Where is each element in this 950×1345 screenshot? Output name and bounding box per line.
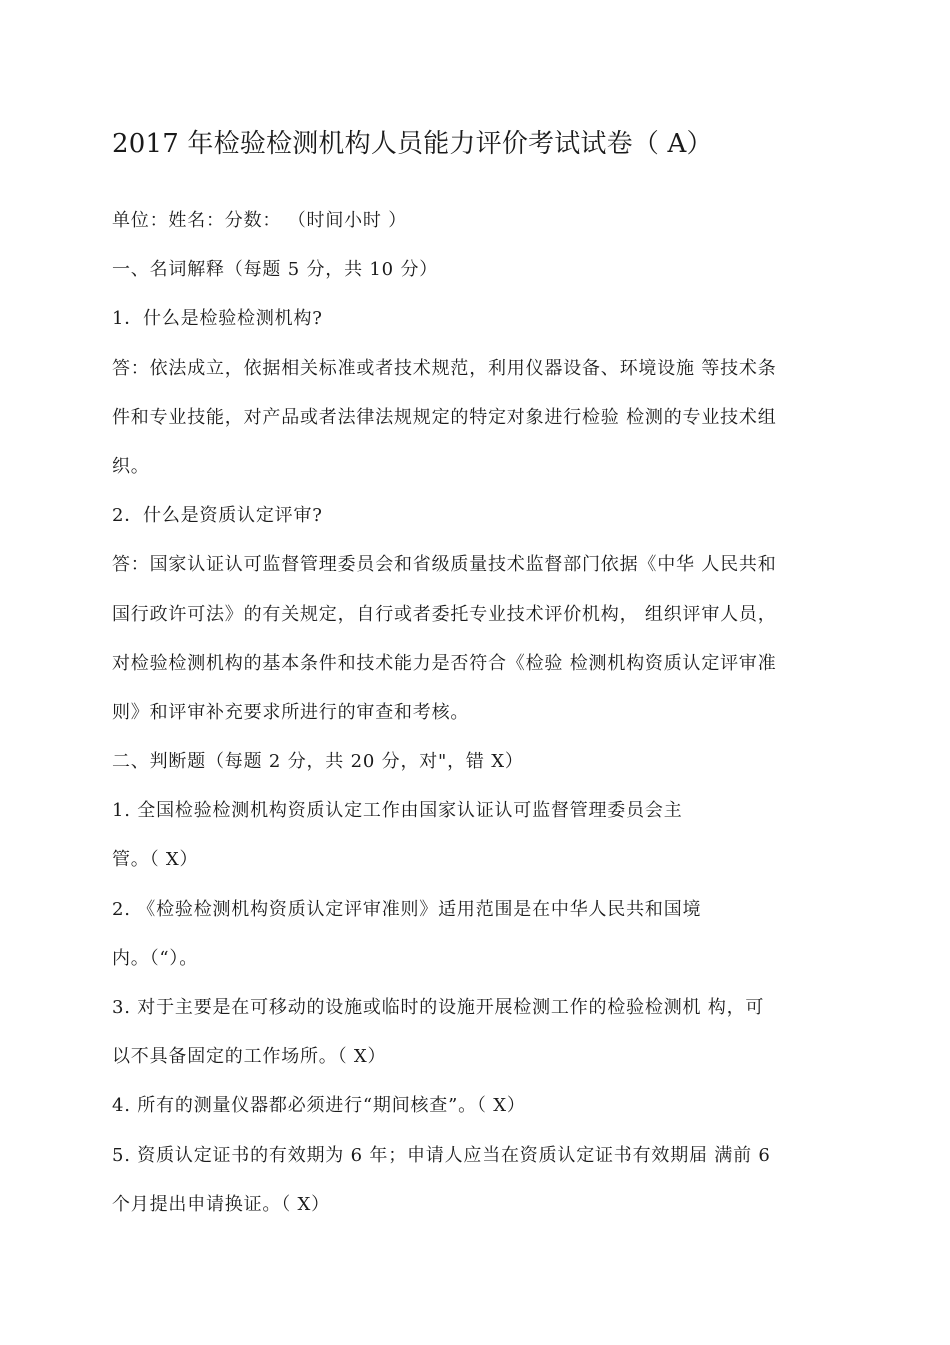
tf-item-1-line-1: 1. 全国检验检测机构资质认定工作由国家认证认可监督管理委员会主 [112,800,683,822]
question-1: 1．什么是检验检测机构? [112,308,323,330]
header-info-line: 单位：姓名：分数： （时间小时 ） [112,210,408,231]
answer-2-line-3: 对检验检测机构的基本条件和技术能力是否符合《检验 检测机构资质认定评审准 [112,652,777,674]
tf-item-5-line-2: 个月提出申请换证。（ X） [112,1193,330,1215]
tf-item-4: 4. 所有的测量仪器都必须进行“期间核查”。（ X） [112,1095,526,1117]
answer-2-line-1: 答：国家认证认可监督管理委员会和省级质量技术监督部门依据《中华 人民共和 [112,554,777,576]
question-2: 2．什么是资质认定评审? [112,505,323,527]
document-body [112,196,827,1229]
answer-1-line-1: 答：依法成立，依据相关标准或者技术规范，利用仪器设备、环境设施 等技术条 [112,357,777,379]
tf-item-5-line-1: 5. 资质认定证书的有效期为 6 年；申请人应当在资质认定证书有效期届 满前 6 [112,1144,771,1166]
answer-2-line-4: 则》和评审补充要求所进行的审查和考核。 [112,701,470,723]
answer-2-line-2: 国行政许可法》的有关规定，自行或者委托专业技术评价机构， 组织评审人员， [112,603,777,625]
tf-item-3-line-2: 以不具备固定的工作场所。（ X） [112,1046,387,1068]
section-heading-true-false: 二、判断题（每题 2 分，共 20 分，对"，错 X） [112,751,524,773]
tf-item-2-line-1: 2. 《检验检测机构资质认定评审准则》适用范围是在中华人民共和国境 [112,898,702,920]
answer-1-line-2: 件和专业技能，对产品或者法律法规规定的特定对象进行检验 检测的专业技术组 [112,406,777,428]
section-heading-definitions: 一、名词解释（每题 5 分，共 10 分） [112,259,439,281]
tf-item-2-line-2: 内。（“）。 [112,947,199,969]
page-title: 2017 年检验检测机构人员能力评价考试试卷（ A） [112,129,713,159]
tf-item-3-line-1: 3. 对于主要是在可移动的设施或临时的设施开展检测工作的检验检测机 构，可 [112,997,765,1018]
tf-item-1-line-2: 管。（ X） [112,849,199,871]
answer-1-line-3: 织。 [112,455,150,477]
